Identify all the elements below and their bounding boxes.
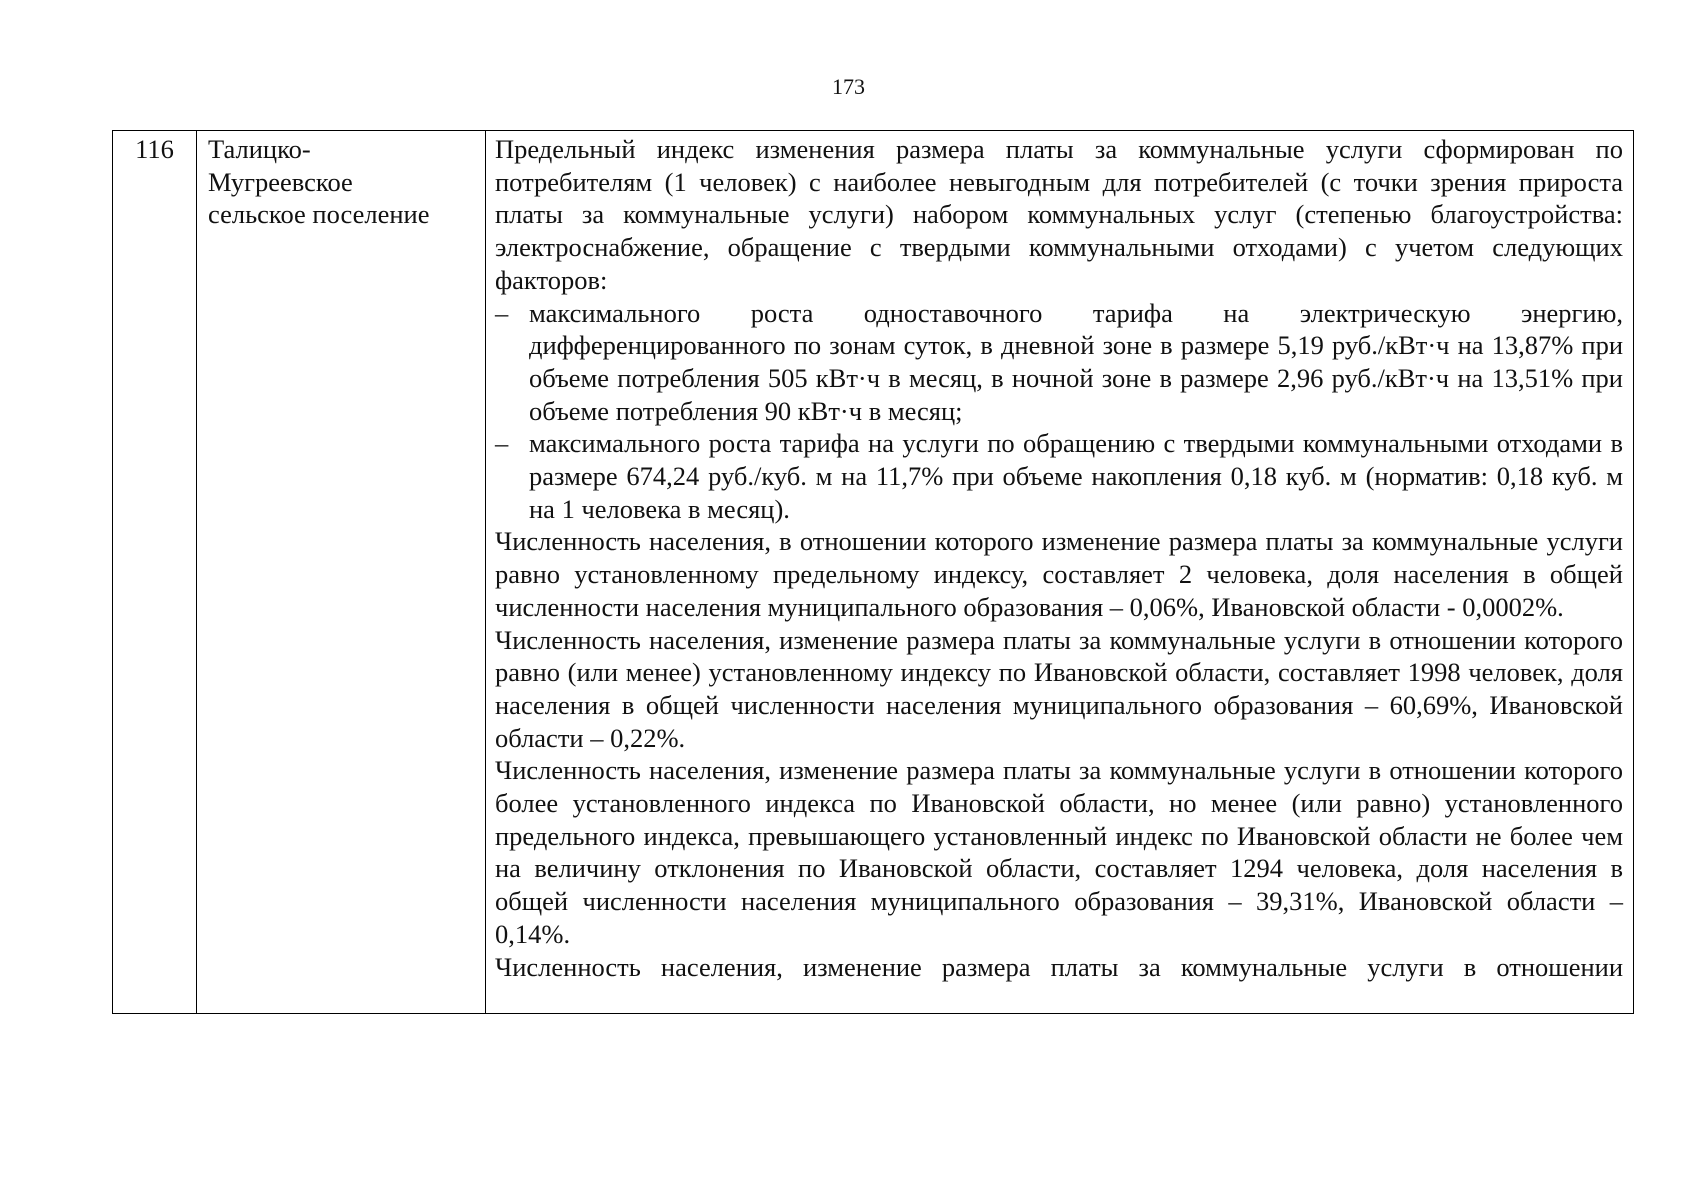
bullet-text: максимального роста тарифа на услуги по обращению с твердыми коммунальными отходами в размере 674,24 руб./куб. м на 11,7% при объеме накопления 0,18 куб. м (норматив: 0,18 куб. м на 1 человека в месяц). <box>529 428 1623 524</box>
dash-marker: – <box>495 297 509 328</box>
dash-marker: – <box>495 428 509 459</box>
table-row <box>113 131 1634 1014</box>
list-item <box>495 427 1623 525</box>
settlement-name-line: сельское поселение <box>208 199 430 230</box>
bullet-text: максимального роста одноставочного тарифа на электрическую энергию, дифференцированного по зонам суток, в дневной зоне в размере 5,19 руб./кВт·ч на 13,87% при объеме потребления 505 кВт·ч в месяц, в ночной зоне в размере 2,96 руб./кВт·ч на 13,51% при объеме потребления 90 кВт·ч в месяц; <box>529 297 1623 426</box>
list-item <box>495 297 1623 428</box>
settlement-name-cell <box>197 131 486 1014</box>
row-number: 116 <box>135 134 174 164</box>
settlement-name-line: Талицко- <box>208 134 311 164</box>
description-cell <box>486 131 1634 1014</box>
population-paragraph: Численность населения, в отношении которого изменение размера платы за коммунальные услуги равно установленному предельному индексу, составляет 2 человека, доля населения в общей численности населения муниципального образования – 0,06%, Ивановской области - 0,0002%. <box>495 526 1623 622</box>
row-number-cell <box>113 131 197 1014</box>
population-paragraph: Численность населения, изменение размера платы за коммунальные услуги в отношении <box>495 951 1623 982</box>
intro-paragraph: Предельный индекс изменения размера платы за коммунальные услуги сформирован по потребителям (1 человек) с наиболее невыгодным для потребителей (с точки зрения прироста платы за коммунальные услуги) набором коммунальных услуг (степенью благоустройства: электроснабжение, обращение с твердыми коммунальными отходами) с учетом следующих факторов: <box>495 134 1623 295</box>
document-table <box>112 130 1634 1014</box>
population-paragraph: Численность населения, изменение размера платы за коммунальные услуги в отношении которого более установленного индекса по Ивановской области, но менее (или равно) установленного предельного индекса, превышающего установленный индекс по Ивановской области не более чем на величину отклонения по Ивановской области, составляет 1294 человека, доля населения в общей численности населения муниципального образования – 39,31%, Ивановской области – 0,14%. <box>495 755 1623 949</box>
population-paragraph: Численность населения, изменение размера платы за коммунальные услуги в отношении которого равно (или менее) установленному индексу по Ивановской области, составляет 1998 человек, доля населения в общей численности населения муниципального образования – 60,69%, Ивановской области – 0,22%. <box>495 624 1623 753</box>
settlement-name-line: Мугреевское <box>208 166 353 197</box>
page-number: 173 <box>832 74 865 99</box>
